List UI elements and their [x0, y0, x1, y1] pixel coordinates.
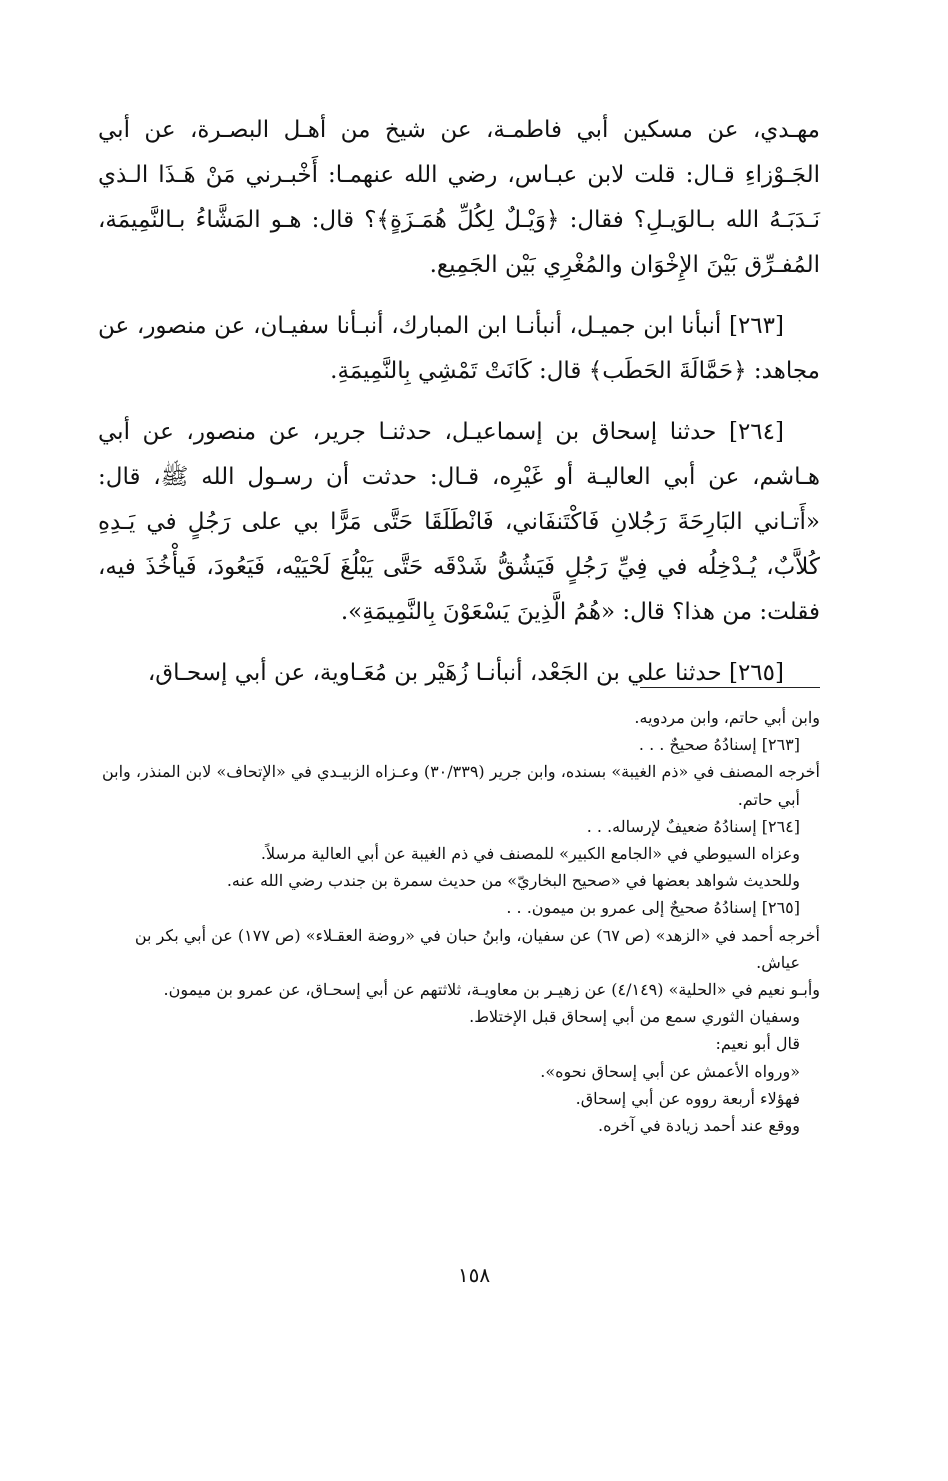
footnote-line: وللحديث شواهد بعضها في «صحيح البخاريّ» من حديث سمرة بن جندب رضي الله عنه. [226, 871, 800, 891]
footnotes [98, 704, 820, 1139]
footnote-line: وابن أبي حاتم، وابن مردويه. [634, 708, 820, 727]
footnote-line: أخرجه المصنف في «ذم الغيبة» بسنده، وابن جرير (٣٠/٣٣٩) وعـزاه الزبيـدي في «الإتحاف» لابن المنذر، وابن أبي حاتم. [101, 762, 820, 809]
main-text [98, 108, 820, 696]
footnote-line: فهؤلاء أربعة رووه عن أبي إسحاق. [575, 1088, 800, 1108]
footnote-line: [٢٦٤] إسنادُهُ ضعيفٌ لإرساله. . . [586, 816, 800, 836]
footnote-line: [٢٦٣] إسنادُهُ صحيحٌ . . . [638, 735, 800, 755]
footnote-line: وسفيان الثوري سمع من أبي إسحاق قبل الإختلاط. [469, 1007, 800, 1027]
footnote-line: وأبـو نعيم في «الحلية» (٤/١٤٩) عن زهيـر بن معاويـة، ثلاثتهم عن أبي إسحـاق، عن عمرو بن ميمون. [163, 980, 820, 1000]
paragraph-265 [98, 651, 820, 696]
paragraph-263 [98, 304, 820, 394]
page-number: ١٥٨ [457, 1263, 491, 1287]
paragraph-264 [98, 410, 820, 635]
paragraph-263-text: [٢٦٣] أنبأنا ابن جميـل، أنبأنـا ابن المبارك، أنبـأنا سفيـان، عن منصور، عن مجاهد: ﴿حَمَّالَةَ الحَطَب﴾ قال: كَانَتْ تَمْشِي بِالنَّمِيمَةِ. [98, 313, 820, 384]
paragraph-264-text: [٢٦٤] حدثنا إسحاق بن إسماعيـل، حدثنـا جرير، عن منصور، عن أبي هـاشم، عن أبي العاليـة أو غَيْرِه، قـال: حدثت أن رسـول الله ﷺ، قال: «أَتـاني البَارِحَةَ رَجُلانِ فَاكْتَنفَاني، فَانْطَلَقَا حَتَّى مَرًّا بي على رَجُلٍ في يَـدِهِ كُلاَّبٌ، يُـدْخِلُه في فِيِّ رَجُلٍ فَيَشُقُّ شَدْقَه حَتَّى يَبْلُغَ لَحْيَيْه، فَيَعُودَ، فَيأْخُذَ فيه، فقلت: من هذا؟ قال: «هُمُ الَّذِينَ يَسْعَوْنَ بِالنَّمِيمَةِ». [98, 419, 820, 625]
footnote-separator [640, 687, 820, 688]
footnote-line: قال أبو نعيم: [715, 1034, 800, 1054]
footnote-line: [٢٦٥] إسنادُهُ صحيحٌ إلى عمرو بن ميمون. . . [506, 898, 800, 918]
footnote-line: «ورواه الأعمش عن أبي إسحاق نحوه». [540, 1061, 800, 1081]
footnote-line: ووقع عند أحمد زيادة في آخره. [598, 1116, 800, 1136]
paragraph-265-text: [٢٦٥] حدثنا علي بن الجَعْد، أنبأنـا زُهَيْر بن مُعَـاوية، عن أبي إسحـاق، [147, 660, 784, 686]
paragraph-continuation: مهـدي، عن مسكين أبي فاطمـة، عن شيخ من أهـل البصـرة، عن أبي الجَـوْزاءِ قـال: قلت لابن عبـاس، رضي الله عنهمـا: أَخْبـرني مَنْ هَـذَا الـذي نَـدَبَـهُ الله بـالوَيـلِ؟ فقال: ﴿وَيْـلٌ لِكُلِّ هُمَـزَةٍ﴾؟ قال: هـو المَشَّاءُ بـالنَّمِيمَة، المُفـرِّق بَيْنَ الإِخْوَان والمُغْرِي بَيْن الجَمِيع. [98, 117, 820, 278]
footnote-line: وعزاه السيوطي في «الجامع الكبير» للمصنف في ذم الغيبة عن أبي العالية مرسلاً. [260, 844, 800, 864]
footnote-line: أخرجه أحمد في «الزهد» (ص ٦٧) عن سفيان، وابنُ حبان في «روضة العقـلاء» (ص ١٧٧) عن أبي بكر بن عياش. [134, 925, 820, 972]
